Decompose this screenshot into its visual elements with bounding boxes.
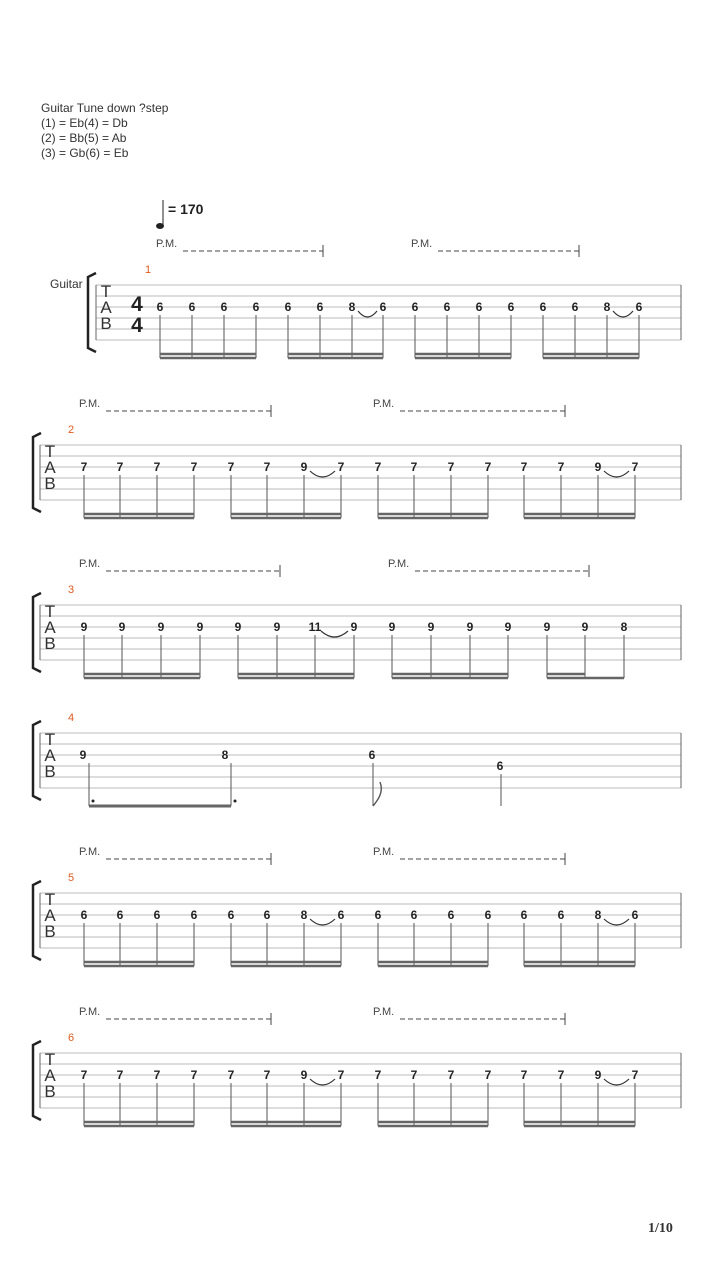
fret-number: 11: [308, 620, 322, 634]
page-number: 1/10: [648, 1221, 673, 1236]
fret-number: 7: [374, 460, 382, 474]
fret-number: 9: [196, 620, 204, 634]
fret-number: 9: [581, 620, 589, 634]
palm-mute-label: P.M.: [79, 846, 101, 858]
hammer-on-slur: [321, 631, 348, 637]
tuning-info: [41, 101, 168, 161]
fret-number: 6: [507, 300, 515, 314]
eighth-flag-icon: [373, 782, 381, 806]
fret-number: 7: [374, 1068, 382, 1082]
tab-clef-letter: B: [44, 1082, 56, 1101]
tab-clef-letter: A: [44, 458, 56, 477]
tab-clef-letter: T: [44, 1050, 56, 1069]
tab-clef-letter: T: [44, 890, 56, 909]
fret-number: 9: [427, 620, 435, 634]
fret-number: 7: [153, 1068, 161, 1082]
fret-number: 7: [484, 460, 492, 474]
hammer-on-slur: [310, 1079, 335, 1085]
fret-number: 9: [300, 1068, 308, 1082]
tab-clef-letter: A: [100, 298, 112, 317]
fret-number: 8: [603, 300, 611, 314]
fret-number: 6: [496, 759, 504, 773]
fret-number: 7: [557, 1068, 565, 1082]
quarter-note-icon: [155, 198, 169, 234]
fret-number: 7: [80, 460, 88, 474]
fret-number: 6: [520, 908, 528, 922]
fret-number: 6: [284, 300, 292, 314]
tab-system: [0, 838, 720, 988]
palm-mute-label: P.M.: [373, 846, 395, 858]
fret-number: 7: [410, 1068, 418, 1082]
measure-number: 4: [68, 712, 75, 724]
fret-number: 6: [379, 300, 387, 314]
tab-clef-letter: A: [44, 1066, 56, 1085]
measure-number: 5: [68, 872, 75, 884]
fret-number: 8: [594, 908, 602, 922]
fret-number: 8: [300, 908, 308, 922]
measure-number: 6: [68, 1032, 75, 1044]
fret-number: 9: [543, 620, 551, 634]
hammer-on-slur: [310, 471, 335, 477]
fret-number: 6: [220, 300, 228, 314]
tab-system: [0, 230, 720, 380]
fret-number: 7: [116, 1068, 124, 1082]
fret-number: 9: [466, 620, 474, 634]
fret-number: 7: [557, 460, 565, 474]
fret-number: 6: [337, 908, 345, 922]
instrument-label: Guitar: [50, 277, 83, 291]
measure-number: 3: [68, 584, 75, 596]
fret-number: 6: [316, 300, 324, 314]
fret-number: 6: [227, 908, 235, 922]
time-signature-bottom: 4: [131, 314, 143, 337]
fret-number: 7: [410, 460, 418, 474]
tuning-line: (2) = Bb(5) = Ab: [41, 131, 127, 145]
fret-number: 7: [484, 1068, 492, 1082]
fret-number: 7: [337, 1068, 345, 1082]
fret-number: 6: [484, 908, 492, 922]
tab-clef-letter: B: [44, 762, 56, 781]
tempo-marking: [155, 198, 235, 234]
tab-clef-letter: T: [100, 282, 112, 301]
tab-clef-letter: A: [44, 906, 56, 925]
palm-mute-label: P.M.: [373, 1006, 395, 1018]
fret-number: 9: [388, 620, 396, 634]
tuning-line: (1) = Eb(4) = Db: [41, 116, 128, 130]
tab-clef-letter: B: [44, 922, 56, 941]
fret-number: 7: [227, 460, 235, 474]
fret-number: 7: [631, 460, 639, 474]
fret-number: 7: [80, 1068, 88, 1082]
fret-number: 7: [447, 1068, 455, 1082]
fret-number: 6: [443, 300, 451, 314]
tempo-bpm: = 170: [168, 201, 204, 217]
tab-system: [0, 390, 720, 540]
measure-number: 2: [68, 424, 75, 436]
fret-number: 6: [252, 300, 260, 314]
tab-system: [0, 678, 720, 828]
tab-clef-letter: T: [44, 442, 56, 461]
fret-number: 6: [368, 748, 376, 762]
fret-number: 6: [557, 908, 565, 922]
fret-number: 9: [504, 620, 512, 634]
palm-mute-label: P.M.: [388, 558, 410, 570]
fret-number: 8: [221, 748, 229, 762]
dot-icon: [92, 800, 95, 803]
fret-number: 9: [594, 460, 602, 474]
fret-number: 6: [153, 908, 161, 922]
fret-number: 6: [156, 300, 164, 314]
fret-number: 9: [79, 748, 87, 762]
hammer-on-slur: [310, 919, 335, 925]
fret-number: 7: [263, 1068, 271, 1082]
tab-system: [0, 998, 720, 1148]
tab-clef-letter: T: [44, 602, 56, 621]
fret-number: 7: [116, 460, 124, 474]
fret-number: 9: [594, 1068, 602, 1082]
hammer-on-slur: [613, 311, 633, 317]
fret-number: 9: [118, 620, 126, 634]
fret-number: 6: [263, 908, 271, 922]
hammer-on-slur: [604, 471, 629, 477]
fret-number: 6: [571, 300, 579, 314]
hammer-on-slur: [604, 1079, 629, 1085]
fret-number: 7: [337, 460, 345, 474]
dot-icon: [234, 800, 237, 803]
fret-number: 9: [300, 460, 308, 474]
fret-number: 9: [80, 620, 88, 634]
tab-clef-letter: B: [44, 474, 56, 493]
tuning-line: (3) = Gb(6) = Eb: [41, 146, 129, 160]
tab-clef-letter: B: [44, 634, 56, 653]
time-signature-top: 4: [131, 293, 143, 316]
tuning-title: Guitar Tune down ?step: [41, 101, 169, 115]
fret-number: 6: [635, 300, 643, 314]
palm-mute-label: P.M.: [79, 1006, 101, 1018]
fret-number: 7: [153, 460, 161, 474]
fret-number: 7: [190, 460, 198, 474]
fret-number: 7: [447, 460, 455, 474]
hammer-on-slur: [604, 919, 629, 925]
fret-number: 7: [190, 1068, 198, 1082]
fret-number: 9: [350, 620, 358, 634]
fret-number: 7: [263, 460, 271, 474]
fret-number: 7: [631, 1068, 639, 1082]
fret-number: 8: [620, 620, 628, 634]
fret-number: 9: [157, 620, 165, 634]
system-brace: [88, 273, 96, 352]
fret-number: 9: [273, 620, 281, 634]
fret-number: 7: [520, 1068, 528, 1082]
fret-number: 7: [227, 1068, 235, 1082]
palm-mute-label: P.M.: [373, 398, 395, 410]
palm-mute-label: P.M.: [79, 558, 101, 570]
fret-number: 9: [234, 620, 242, 634]
palm-mute-label: P.M.: [156, 238, 178, 250]
fret-number: 6: [116, 908, 124, 922]
fret-number: 6: [539, 300, 547, 314]
tab-clef-letter: B: [100, 314, 112, 333]
palm-mute-label: P.M.: [79, 398, 101, 410]
tab-clef-letter: A: [44, 746, 56, 765]
fret-number: 6: [80, 908, 88, 922]
palm-mute-label: P.M.: [411, 238, 433, 250]
tab-clef-letter: T: [44, 730, 56, 749]
hammer-on-slur: [358, 311, 377, 317]
measure-number: 1: [145, 264, 152, 276]
fret-number: 6: [188, 300, 196, 314]
fret-number: 7: [520, 460, 528, 474]
fret-number: 6: [374, 908, 382, 922]
tab-clef-letter: A: [44, 618, 56, 637]
fret-number: 6: [190, 908, 198, 922]
fret-number: 6: [631, 908, 639, 922]
fret-number: 6: [447, 908, 455, 922]
fret-number: 8: [348, 300, 356, 314]
fret-number: 6: [411, 300, 419, 314]
fret-number: 6: [475, 300, 483, 314]
fret-number: 6: [410, 908, 418, 922]
